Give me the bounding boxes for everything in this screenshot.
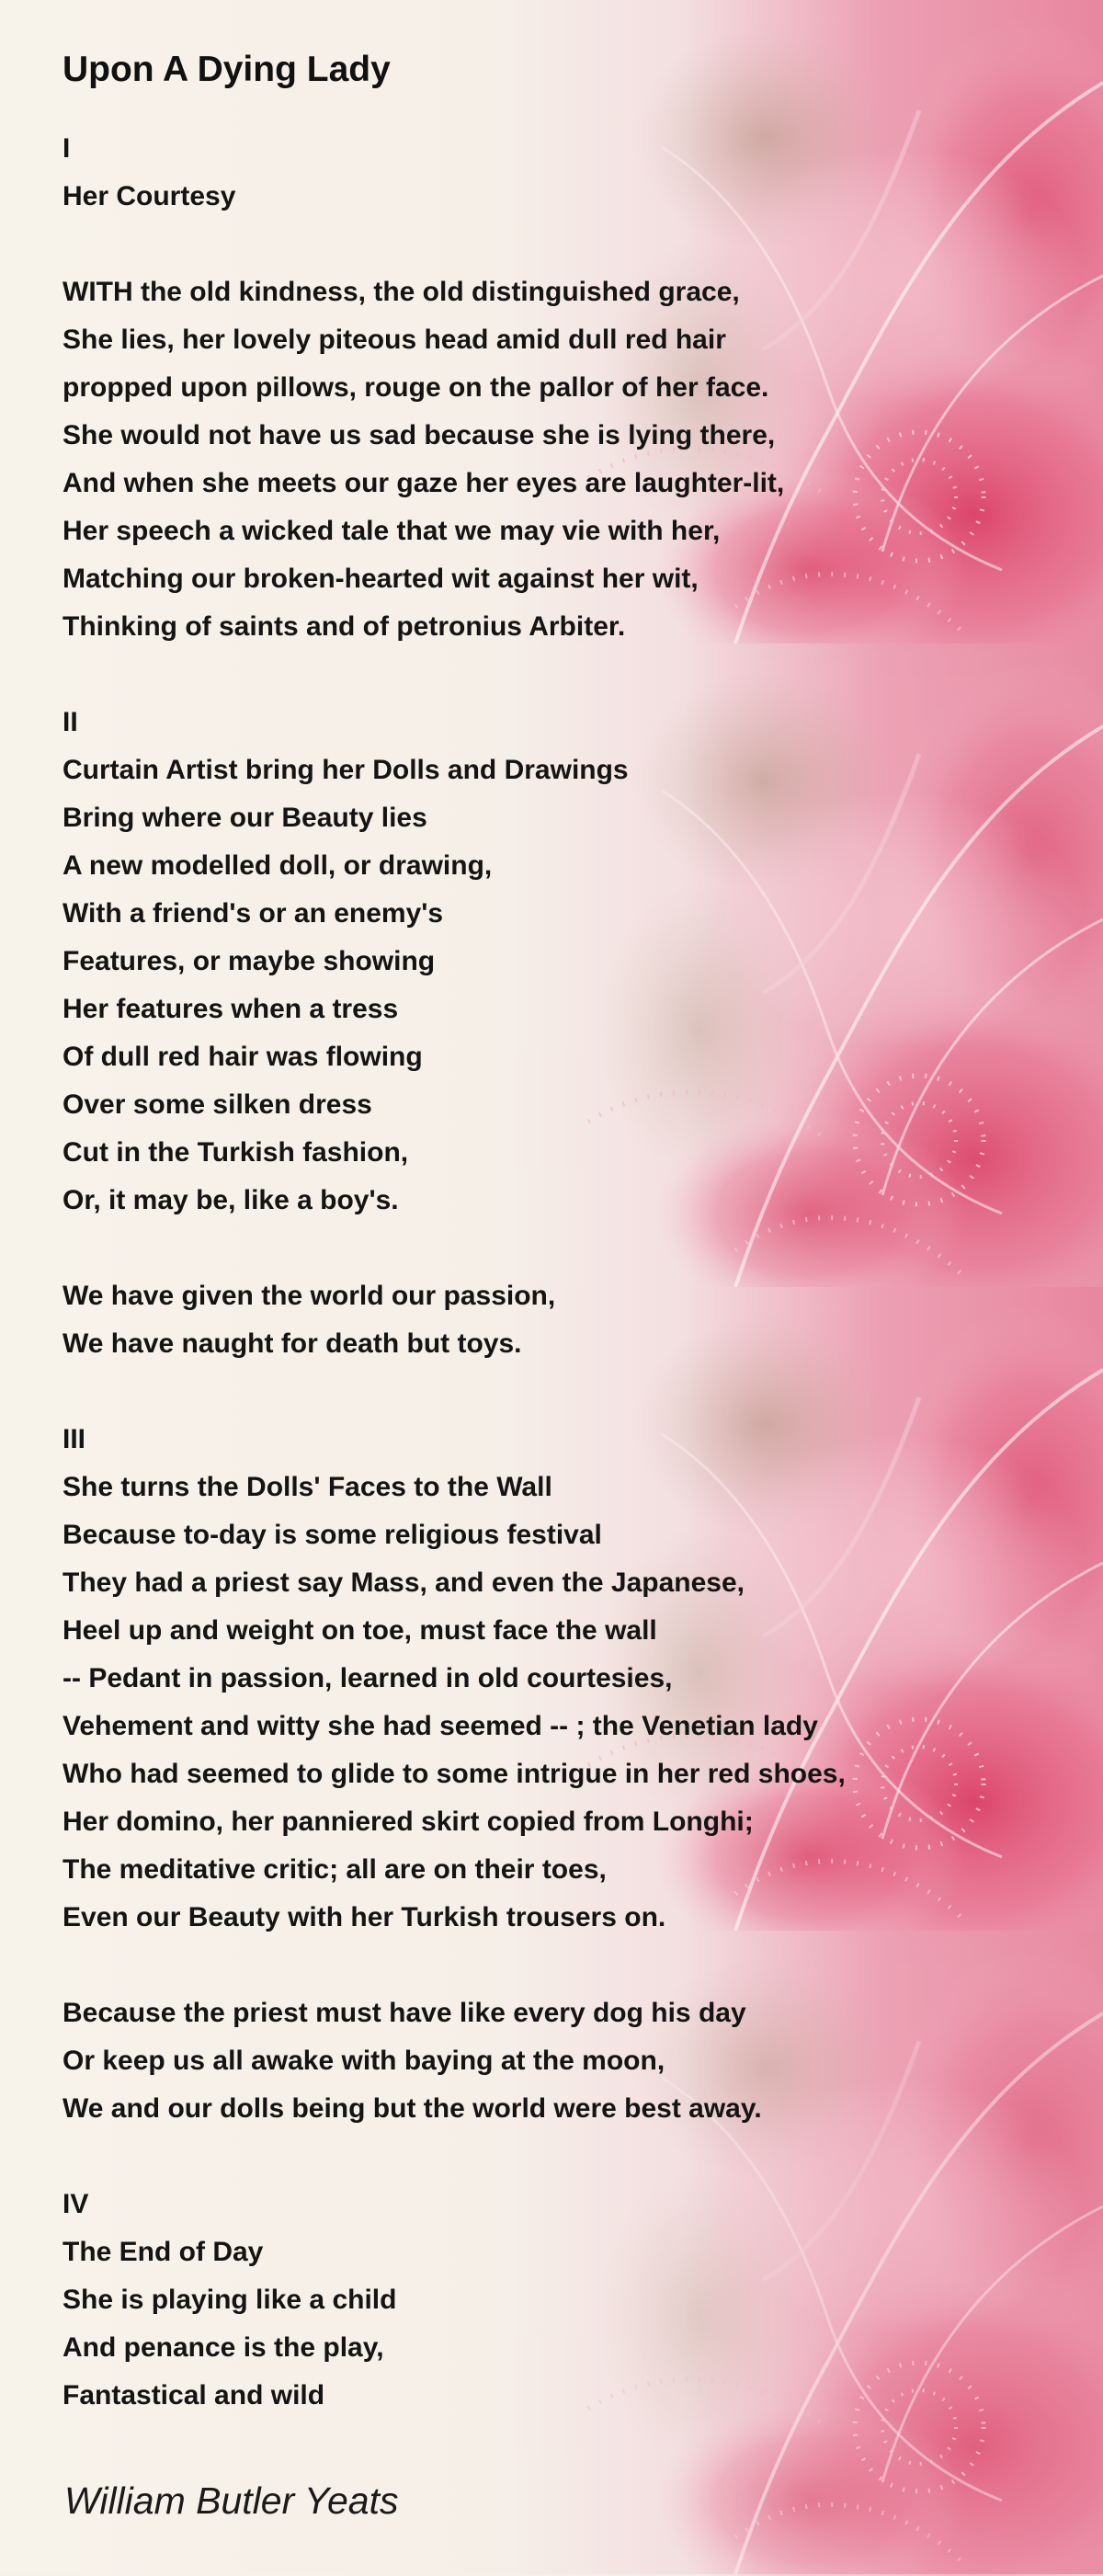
- poem-line: Who had seemed to glide to some intrigue in her red shoes,: [63, 1759, 846, 1789]
- section-subtitle: Her Courtesy: [63, 181, 236, 211]
- poem-body: [63, 46, 1055, 2468]
- poem-line: WITH the old kindness, the old distinguished grace,: [63, 277, 740, 307]
- poem-line: Of dull red hair was flowing: [63, 1042, 423, 1072]
- poem-line: Or, it may be, like a boy's.: [63, 1185, 399, 1215]
- section-number: IV: [63, 2189, 89, 2219]
- section-subtitle: Curtain Artist bring her Dolls and Drawings: [63, 755, 629, 785]
- stanza-4: [63, 1272, 1055, 1368]
- poem-author: William Butler Yeats: [64, 2479, 399, 2522]
- poem-line: Heel up and weight on toe, must face the wall: [63, 1615, 657, 1646]
- poem-line: We have naught for death but toys.: [63, 1328, 522, 1359]
- stanza-1: [63, 125, 1055, 221]
- poem-line: Her speech a wicked tale that we may vie with her,: [63, 516, 721, 546]
- poem-line: Vehement and witty she had seemed -- ; the Venetian lady: [63, 1711, 818, 1741]
- poem-line: We have given the world our passion,: [63, 1281, 556, 1311]
- poem-line: Bring where our Beauty lies: [63, 803, 427, 833]
- poem-line: Her features when a tress: [63, 994, 399, 1024]
- poem-line: Because to-day is some religious festival: [63, 1520, 602, 1550]
- section-number: II: [63, 707, 78, 737]
- poem-line: And penance is the play,: [63, 2332, 384, 2363]
- poem-line: We and our dolls being but the world were best away.: [63, 2093, 762, 2124]
- poem-title: Upon A Dying Lady: [63, 50, 391, 89]
- section-subtitle: The End of Day: [63, 2237, 264, 2267]
- stanza-2: [63, 268, 1055, 651]
- poem-line: With a friend's or an enemy's: [63, 898, 444, 929]
- poem-line: propped upon pillows, rouge on the pallor of her face.: [63, 372, 769, 403]
- poem-line: Features, or maybe showing: [63, 946, 436, 976]
- poem-line: She is playing like a child: [63, 2285, 397, 2315]
- stanza-5: [63, 1416, 1055, 1942]
- poem-line: She lies, her lovely piteous head amid dull red hair: [63, 325, 726, 355]
- section-number: I: [63, 133, 71, 164]
- stanza-6: [63, 1989, 1055, 2133]
- poem-line: Fantastical and wild: [63, 2380, 325, 2411]
- poem-line: The meditative critic; all are on their toes,: [63, 1854, 607, 1885]
- poem-line: Over some silken dress: [63, 1089, 372, 1120]
- poem-line: Matching our broken-hearted wit against her wit,: [63, 564, 699, 594]
- poem-line: Her domino, her panniered skirt copied from Longhi;: [63, 1807, 754, 1837]
- stanza-3: [63, 699, 1055, 1225]
- section-number: III: [63, 1424, 86, 1454]
- poem-line: Or keep us all awake with baying at the moon,: [63, 2046, 665, 2076]
- poem-line: A new modelled doll, or drawing,: [63, 850, 493, 881]
- poem-line: And when she meets our gaze her eyes are laughter-lit,: [63, 468, 785, 498]
- section-subtitle: She turns the Dolls' Faces to the Wall: [63, 1472, 552, 1502]
- poem-line: Even our Beauty with her Turkish trousers on.: [63, 1902, 666, 1932]
- poem-line: She would not have us sad because she is lying there,: [63, 420, 776, 450]
- stanza-7: [63, 2181, 1055, 2420]
- poem-line: They had a priest say Mass, and even the Japanese,: [63, 1567, 745, 1598]
- poem-line: Because the priest must have like every dog his day: [63, 1998, 746, 2028]
- poem-line: Cut in the Turkish fashion,: [63, 1137, 409, 1168]
- poem-line: -- Pedant in passion, learned in old courtesies,: [63, 1663, 673, 1693]
- poem-line: Thinking of saints and of petronius Arbiter.: [63, 611, 626, 642]
